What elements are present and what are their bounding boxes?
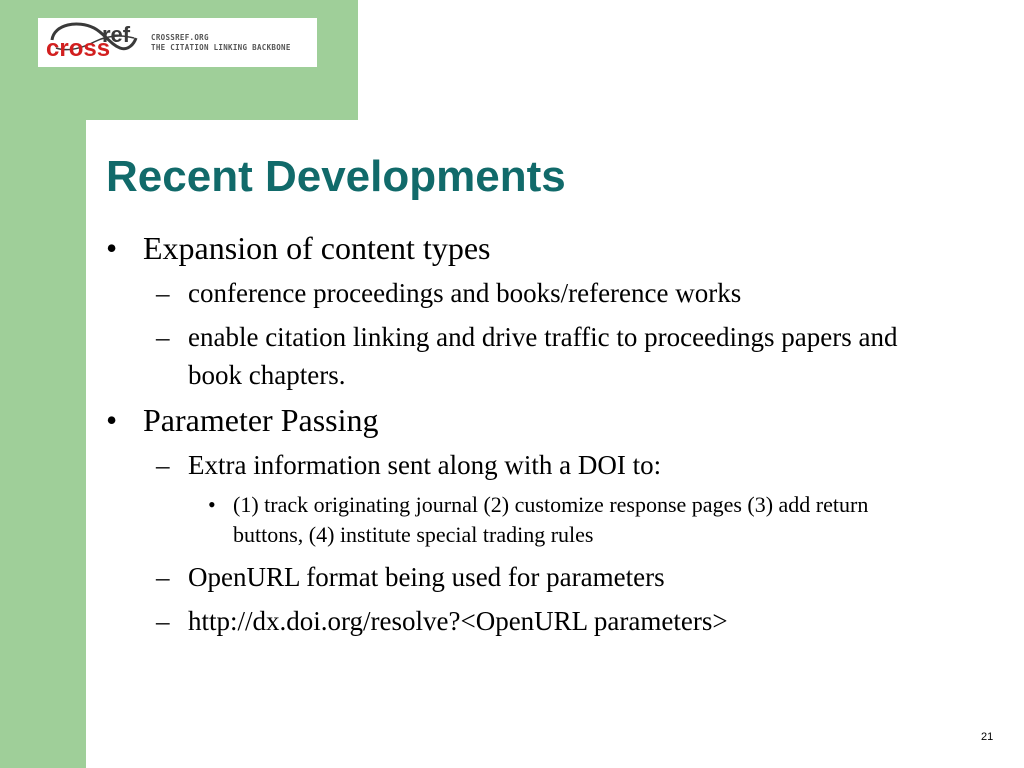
sub-bullet-openurl-format xyxy=(156,558,948,596)
sub-bullet-text: enable citation linking and drive traffic to proceedings papers and book chapters. xyxy=(188,322,898,390)
sub-bullet-text: http://dx.doi.org/resolve?<OpenURL parameters> xyxy=(188,606,728,636)
dash-marker: – xyxy=(156,606,170,636)
bullet-expansion xyxy=(106,228,986,268)
bullet-marker: • xyxy=(106,230,118,266)
slide-title: Recent Developments xyxy=(106,152,566,201)
dash-marker: – xyxy=(156,322,170,352)
bullet-text: Parameter Passing xyxy=(143,402,379,438)
bullet-text: Expansion of content types xyxy=(143,230,491,266)
logo-tagline-url: CROSSREF.ORG xyxy=(151,33,209,42)
sub-bullet-proceedings xyxy=(156,274,948,312)
sub-bullet-citation-linking xyxy=(156,318,948,394)
sub-sub-bullet-purposes xyxy=(204,490,933,550)
page-number: 21 xyxy=(981,731,994,743)
logo-tagline: THE CITATION LINKING BACKBONE xyxy=(151,43,291,52)
sub-bullet-text: OpenURL format being used for parameters xyxy=(188,562,665,592)
dash-marker: – xyxy=(156,278,170,308)
sub-sub-bullet-text: (1) track originating journal (2) customize response pages (3) add return buttons, (4) institute special trading rules xyxy=(233,492,869,547)
sub-bullet-text: Extra information sent along with a DOI to: xyxy=(188,450,662,480)
logo-cross-text: cross xyxy=(46,35,111,62)
green-sidebar xyxy=(0,0,86,768)
bullet-list xyxy=(106,228,986,646)
sub-bullet-extra-info xyxy=(156,446,948,484)
crossref-logo xyxy=(38,18,317,67)
sub-bullet-text: conference proceedings and books/reference works xyxy=(188,278,742,308)
bullet-marker: • xyxy=(106,402,118,438)
sub-bullet-resolve-url xyxy=(156,602,948,640)
small-bullet-marker: • xyxy=(208,492,216,517)
logo-ref-text: ref xyxy=(102,22,131,47)
dash-marker: – xyxy=(156,450,170,480)
bullet-parameter-passing xyxy=(106,400,986,440)
dash-marker: – xyxy=(156,562,170,592)
